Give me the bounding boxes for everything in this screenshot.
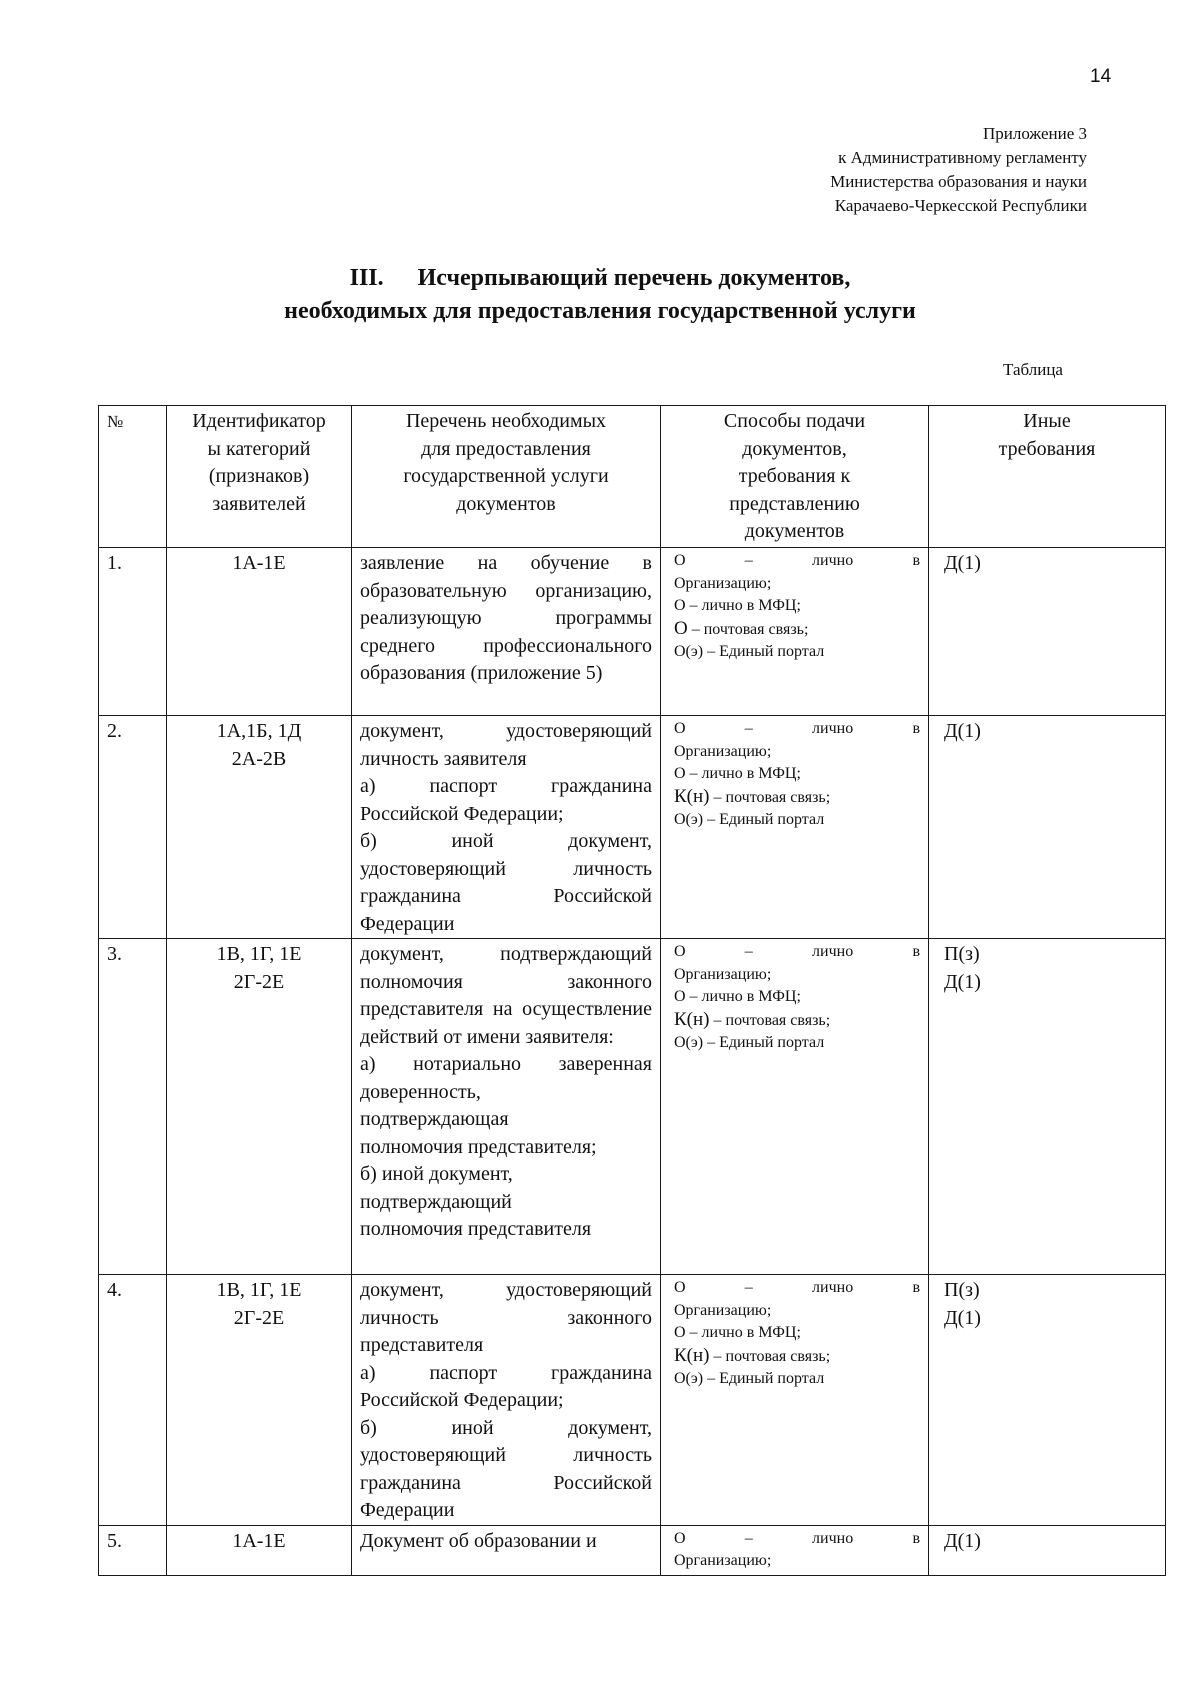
row-identifiers: 1А,1Б, 1Д 2А-2В: [167, 716, 352, 939]
row-number: 2.: [99, 716, 167, 939]
method-in-person-cont: Организацию;: [674, 574, 772, 592]
method-in-person: О – лично в: [674, 943, 920, 960]
table-row: [99, 548, 1166, 716]
header-requirements: Иные требования: [929, 406, 1166, 548]
method-mfc: О – лично в МФЦ;: [674, 1324, 801, 1341]
table-caption: Таблица: [1003, 360, 1063, 379]
row-number: 5.: [99, 1525, 167, 1575]
row-documents: заявление на обучение в образовательную организацию, реализующую программы среднего профессионального образования (приложение 5): [352, 548, 661, 716]
appendix-note: [830, 122, 1087, 218]
section-number: III.: [349, 265, 384, 291]
row-documents: документ, подтверждающий полномочия законного представителя на осуществление действий от имени заявителя: а) нотариально заверенная доверенность, подтверждающая полномочия представителя; б) иной документ, подтверждающий полномочия представителя: [352, 939, 661, 1275]
method-post-code: О: [674, 617, 688, 639]
method-post: [674, 1345, 920, 1369]
method-post-text: – почтовая связь;: [709, 1011, 831, 1029]
header-identifiers: Идентификатор ы категорий (признаков) заявителей: [167, 406, 352, 548]
row-methods: [661, 939, 929, 1275]
method-mfc: О – лично в МФЦ;: [674, 597, 801, 614]
method-portal: О(э) – Единый портал: [674, 1034, 825, 1051]
method-post-code: К(н): [674, 1344, 710, 1366]
method-in-person-cont: Организацию;: [674, 1552, 772, 1569]
method-in-person: О – лично в: [674, 1529, 920, 1547]
method-post-text: – почтовая связь;: [709, 1347, 831, 1365]
header-methods: Способы подачи документов, требования к представлению документов: [661, 406, 929, 548]
row-number: 4.: [99, 1275, 167, 1526]
method-post-text: – почтовая связь;: [687, 620, 809, 638]
method-in-person: О – лично в: [674, 1279, 920, 1296]
method-portal: О(э) – Единый портал: [674, 643, 825, 660]
method-in-person-cont: Организацию;: [674, 742, 772, 760]
row-methods: [661, 716, 929, 939]
method-mfc: О – лично в МФЦ;: [674, 988, 801, 1005]
method-post: [674, 618, 920, 642]
page-number: 14: [1090, 66, 1112, 87]
method-portal: О(э) – Единый портал: [674, 1370, 825, 1387]
table-row: [99, 939, 1166, 1275]
appendix-line: Карачаево-Черкесской Республики: [834, 196, 1087, 215]
table-row: [99, 716, 1166, 939]
appendix-line: к Административному регламенту: [838, 148, 1087, 167]
row-identifiers: 1А-1Е: [167, 1525, 352, 1575]
row-requirements: Д(1): [929, 716, 1166, 939]
title-line-1: Исчерпывающий перечень документов,: [417, 265, 851, 291]
row-identifiers: 1В, 1Г, 1Е 2Г-2Е: [167, 939, 352, 1275]
title-line-2: необходимых для предоставления государственной услуги: [284, 298, 916, 324]
method-mfc: О – лично в МФЦ;: [674, 765, 801, 782]
row-identifiers: 1А-1Е: [167, 548, 352, 716]
appendix-line: Министерства образования и науки: [830, 172, 1087, 191]
row-number: 3.: [99, 939, 167, 1275]
row-documents: документ, удостоверяющий личность законного представителя а) паспорт гражданина Российской Федерации; б) иной документ, удостоверяющий личность гражданина Российской Федерации: [352, 1275, 661, 1526]
table-row: [99, 1275, 1166, 1526]
row-requirements: П(з) Д(1): [929, 1275, 1166, 1526]
header-num: №: [99, 406, 167, 548]
method-post-code: К(н): [674, 1008, 710, 1030]
appendix-line: Приложение 3: [983, 124, 1087, 143]
row-documents: Документ об образовании и: [352, 1525, 661, 1575]
row-requirements: Д(1): [929, 548, 1166, 716]
method-in-person-cont: Организацию;: [674, 1301, 772, 1319]
row-methods: [661, 548, 929, 716]
table-header-row: [99, 406, 1166, 548]
section-title: [0, 262, 1200, 328]
method-post: [674, 786, 920, 810]
method-post: [674, 1009, 920, 1033]
method-portal: О(э) – Единый портал: [674, 811, 825, 828]
table-row: [99, 1525, 1166, 1575]
row-requirements: П(з) Д(1): [929, 939, 1166, 1275]
method-post-text: – почтовая связь;: [709, 788, 831, 806]
method-in-person: О – лично в: [674, 720, 920, 737]
method-in-person: О – лично в: [674, 552, 920, 569]
row-number: 1.: [99, 548, 167, 716]
method-post-code: К(н): [674, 785, 710, 807]
row-identifiers: 1В, 1Г, 1Е 2Г-2Е: [167, 1275, 352, 1526]
row-methods: [661, 1275, 929, 1526]
row-requirements: Д(1): [929, 1525, 1166, 1575]
documents-table: [98, 405, 1166, 1576]
row-documents: документ, удостоверяющий личность заявителя а) паспорт гражданина Российской Федерации; б) иной документ, удостоверяющий личность гражданина Российской Федерации: [352, 716, 661, 939]
row-methods: [661, 1525, 929, 1575]
header-documents: Перечень необходимых для предоставления государственной услуги документов: [352, 406, 661, 548]
method-in-person-cont: Организацию;: [674, 965, 772, 983]
